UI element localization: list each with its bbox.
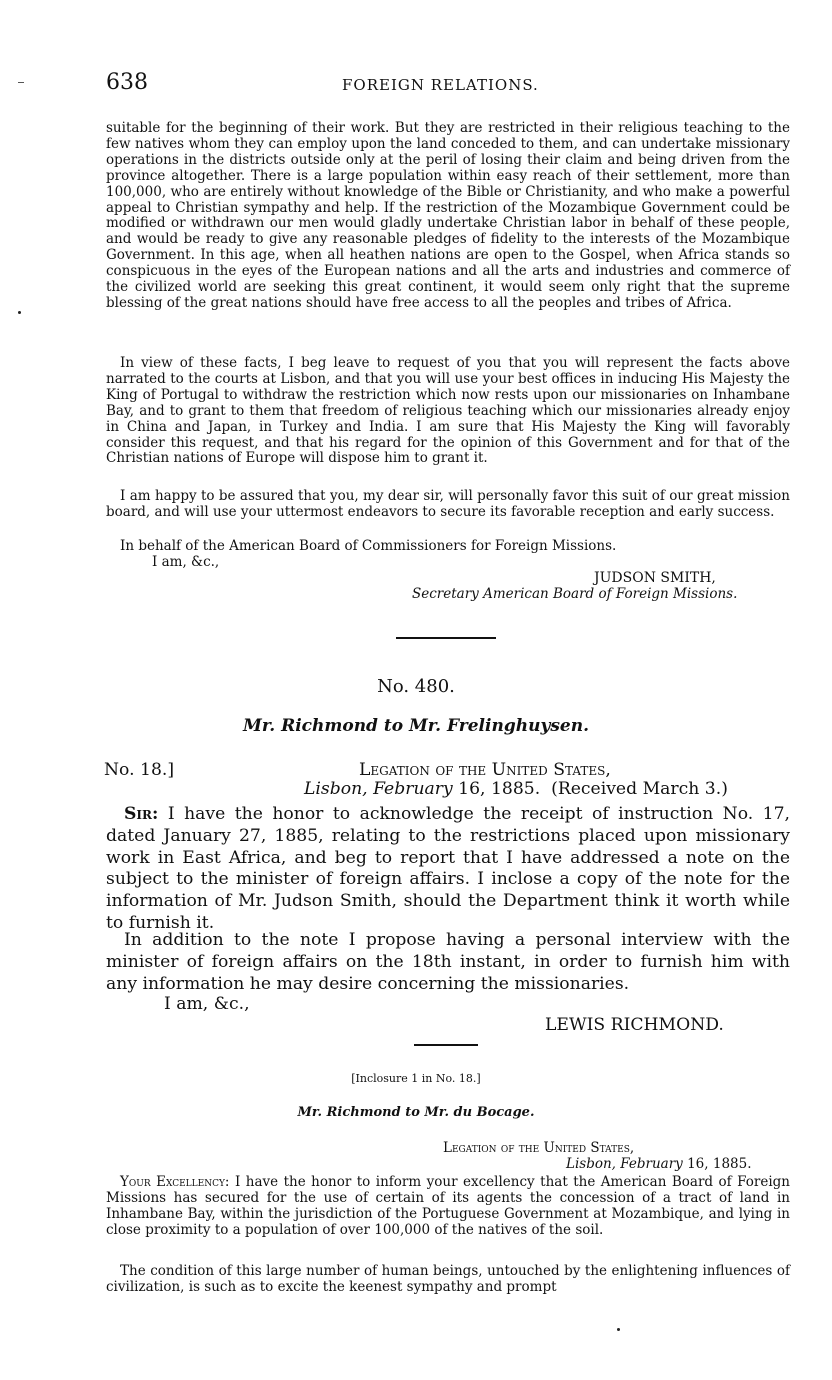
inclosure-paragraph-1-text: I have the honor to inform your excellency that the American Board of Foreign Missions has secured for the use of certain of its agents the concession of a tract of land in Inhambane Bay, within the jurisdiction of the Portuguese Government at Mozambique, and lying in close proximity to a population of over 100,000 of the natives of the soil. (106, 1174, 790, 1238)
legation-line: Legation of the United States, (359, 760, 611, 780)
letter1-paragraph-2: In view of these facts, I beg leave to request of you that you will represent the facts above narrated to the courts at Lisbon, and that you will use your best offices in inducing His Majesty the King of Portugal to withdraw the restriction which now rests upon our missionaries on Inhambane Bay, and to grant to them that freedom of religious teaching which our missionaries already enjoy in China and Japan, in Turkey and India. I am sure that His Majesty the King will favorably consider this request, and that his regard for the opinion of this Government and for that of the Christian nations of Europe will dispose him to grant it. (106, 355, 790, 467)
inclosure-date-line (566, 1156, 752, 1172)
inclosure-paragraph-1 (106, 1175, 790, 1239)
dispatch-paragraph-1-text: I have the honor to acknowledge the receipt of instruction No. 17, dated January 27, 1885, relating to the restrictions placed upon missionary work in East Africa, and beg to report that I have addressed a note on the subject to the minister of foreign affairs. I inclose a copy of the note for the information of Mr. Judson Smith, should the Department think it worth while to furnish it. (106, 804, 790, 933)
section-divider (396, 637, 496, 639)
scan-mark (18, 82, 24, 83)
letter1-paragraph-3: I am happy to be assured that you, my dear sir, will personally favor this suit of our great mission board, and will use your uttermost endeavors to secure its favorable reception and early success. (106, 488, 790, 520)
letter1-closing: I am, &c., (152, 554, 220, 570)
letter1-paragraph-4: In behalf of the American Board of Commissioners for Foreign Missions. (120, 538, 617, 554)
inclosure-legation: Legation of the United States, (443, 1140, 635, 1156)
dispatch-salutation: Sir: (124, 804, 159, 824)
scan-dot-2 (617, 1328, 620, 1331)
dispatch-date-line (304, 779, 728, 801)
inclosure-heading: Mr. Richmond to Mr. du Bocage. (297, 1105, 535, 1120)
dispatch-paragraph-2: In addition to the note I propose having a personal interview with the minister of foreign affairs on the 18th instant, in order to furnish him with any information he may desire concerning the missionaries. (106, 930, 790, 994)
received-note: (Received March 3.) (551, 779, 728, 799)
page-number: 638 (106, 70, 148, 95)
dispatch-closing: I am, &c., (164, 994, 250, 1014)
dispatch-paragraph-1 (106, 804, 790, 935)
dispatch-reference: No. 18.] (104, 760, 175, 780)
letter1-signature-title: Secretary American Board of Foreign Missions. (412, 586, 738, 602)
inclosure-label: [Inclosure 1 in No. 18.] (351, 1072, 481, 1085)
inclosure-day-year: 16, 1885. (682, 1156, 752, 1172)
inclosure-paragraph-2: The condition of this large number of human beings, untouched by the enlightening influences of civilization, is such as to excite the keenest sympathy and prompt (106, 1263, 790, 1295)
dispatch-day-year: 16, 1885. (452, 779, 541, 799)
letter1-signature: JUDSON SMITH, (594, 570, 716, 586)
dispatch-signature: LEWIS RICHMOND. (545, 1015, 724, 1035)
inclosure-salutation: Your Excellency: (120, 1174, 230, 1190)
letter1-paragraph-1: suitable for the beginning of their work. But they are restricted in their religious teaching to the few natives whom they can employ upon the land conceded to them, and can undertake missionary operations in the districts outside only at the peril of losing their claim and being driven from the province altogether. There is a large population within easy reach of their settlement, more than 100,000, who are entirely without knowledge of the Bible or Christianity, and who make a powerful appeal to Christian sympathy and help. If the restriction of the Mozambique Government could be modified or withdrawn our men would gladly undertake Christian labor in behalf of these people, and would be ready to give any reasonable pledges of fidelity to the interests of the Mozambique Government. In this age, when all heathen nations are open to the Gospel, when Africa stands so conspicuous in the eyes of the European nations and all the arts and industries and commerce of the civilized world are seeking this great continent, it would seem only right that the supreme blessing of the great nations should have free access to all the peoples and tribes of Africa. (106, 120, 790, 311)
scan-dot (18, 311, 21, 314)
inclosure-place: Lisbon, February (566, 1156, 683, 1172)
document-number: No. 480. (377, 676, 455, 697)
section-divider-2 (414, 1044, 478, 1046)
dispatch-place: Lisbon, February (304, 779, 453, 799)
document-heading: Mr. Richmond to Mr. Frelinghuysen. (243, 716, 589, 736)
running-title: FOREIGN RELATIONS. (342, 76, 539, 94)
